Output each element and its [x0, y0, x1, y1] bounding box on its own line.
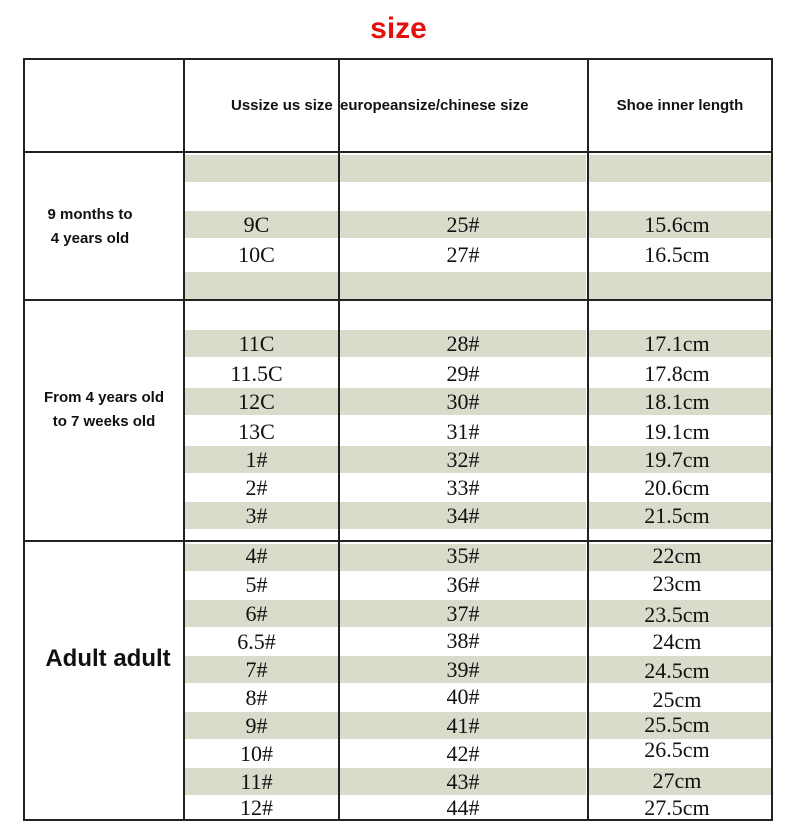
us-size-cell: 2# [245, 475, 268, 500]
group-label-line: 4 years old [50, 230, 130, 247]
group-label-line: 9 months to [47, 206, 133, 223]
eu-size-cell: 31# [446, 419, 480, 444]
us-size-cell: 13C [238, 419, 275, 444]
us-size-cell: 10C [238, 242, 275, 267]
us-size-cell: 4# [245, 543, 268, 568]
eu-size-cell: 36# [446, 572, 480, 597]
eu-size-cell: 27# [446, 242, 480, 267]
eu-size-cell: 28# [446, 331, 480, 356]
length-cell: 20.6cm [644, 475, 710, 500]
us-size-cell: 9# [245, 713, 268, 738]
band [589, 272, 771, 299]
group-divider [23, 299, 773, 301]
band [589, 155, 771, 182]
length-cell: 25.5cm [644, 712, 710, 737]
eu-size-cell: 41# [446, 713, 480, 738]
eu-size-cell: 38# [446, 628, 480, 653]
eu-size-cell: 29# [446, 361, 480, 386]
length-cell: 26.5cm [644, 737, 710, 762]
title-text: size [370, 12, 427, 45]
group-label-line: Adult adult [45, 645, 171, 672]
length-cell: 22cm [652, 543, 702, 568]
group-label-infant [25, 203, 155, 251]
us-size-cell: 12C [238, 389, 275, 414]
eu-size-cell: 35# [446, 543, 480, 568]
band [185, 155, 338, 182]
eu-size-cell: 40# [446, 684, 480, 709]
length-cell: 15.6cm [644, 212, 710, 237]
header-divider [23, 151, 773, 153]
group-label-line: From 4 years old [43, 389, 165, 406]
us-size-cell: 6.5# [237, 629, 276, 654]
length-cell: 27cm [652, 768, 702, 793]
group-label-adult [25, 645, 191, 673]
eu-size-cell: 34# [446, 503, 480, 528]
length-cell: 17.1cm [644, 331, 710, 356]
eu-size-cell: 39# [446, 657, 480, 682]
eu-size-cell: 30# [446, 389, 480, 414]
band [185, 272, 338, 299]
us-size-cell: 11.5C [230, 361, 283, 386]
eu-size-cell: 32# [446, 447, 480, 472]
length-cell: 21.5cm [644, 503, 710, 528]
length-cell: 23cm [652, 571, 702, 596]
length-cell: 17.8cm [644, 361, 710, 386]
us-size-cell: 6# [245, 601, 268, 626]
eu-size-cell: 25# [446, 212, 480, 237]
us-size-cell: 1# [245, 447, 268, 472]
eu-size-cell: 42# [446, 741, 480, 766]
length-cell: 27.5cm [644, 795, 710, 820]
length-cell: 24.5cm [644, 658, 710, 683]
us-size-cell: 12# [240, 795, 273, 820]
us-size-cell: 5# [245, 572, 268, 597]
length-cell: 18.1cm [644, 389, 710, 414]
length-cell: 19.7cm [644, 447, 710, 472]
group-label-line: to 7 weeks old [52, 413, 156, 430]
us-size-cell: 9C [243, 212, 270, 237]
length-cell: 24cm [652, 629, 702, 654]
page-title [0, 12, 797, 46]
eu-size-cell: 44# [446, 795, 480, 820]
us-size-cell: 3# [245, 503, 268, 528]
eu-size-cell: 37# [446, 601, 480, 626]
band [340, 272, 586, 299]
length-cell: 25cm [652, 687, 702, 712]
us-size-cell: 10# [240, 741, 273, 766]
eu-size-cell: 43# [446, 769, 480, 794]
header-eu-size: europeansize/chinese size [340, 97, 529, 114]
group-label-child [25, 386, 183, 434]
us-size-cell: 8# [245, 685, 268, 710]
eu-size-cell: 33# [446, 475, 480, 500]
band [340, 155, 586, 182]
us-size-cell: 7# [245, 657, 268, 682]
length-cell: 16.5cm [644, 242, 710, 267]
header-us-size: Ussize us size [231, 97, 333, 114]
us-size-cell: 11# [240, 769, 273, 794]
length-cell: 19.1cm [644, 419, 710, 444]
header-inner-length: Shoe inner length [616, 97, 744, 114]
us-size-cell: 11C [238, 331, 275, 356]
length-cell: 23.5cm [644, 602, 710, 627]
